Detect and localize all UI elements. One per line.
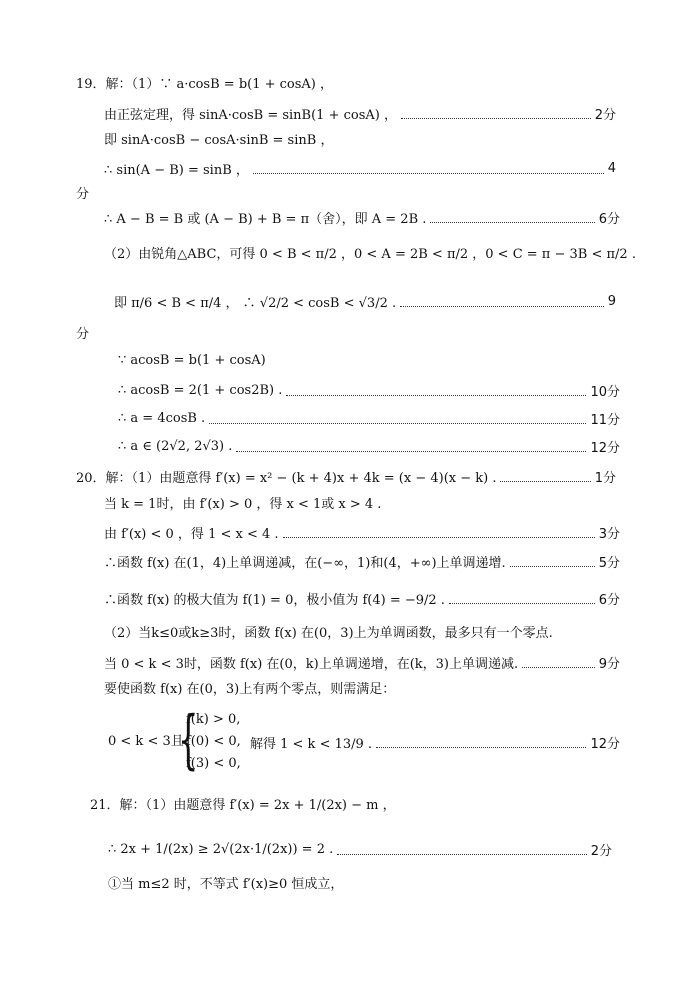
q20-line-7	[104, 653, 620, 672]
q20-line-4-text: ∴函数 f(x) 在(1，4)上单调递减，在(−∞，1)和(4，+∞)上单调递增.	[104, 556, 506, 571]
q19-line-2-text: 由正弦定理，得 sinA·cosB = sinB(1 + cosA) ，	[104, 108, 397, 123]
q20-line-5	[104, 589, 620, 608]
q21-line-2	[108, 840, 612, 859]
q21-line-3: ①当 m≤2 时，不等式 f′(x)≥0 恒成立，	[108, 877, 344, 892]
q20-line-2: 当 k = 1时，由 f′(x) > 0 ，得 x < 1或 x > 4 .	[104, 497, 382, 512]
q20-line-1-text: 20．解：（1）由题意得 f′(x) = x² − (k + 4)x + 4k = (x − 4)(x − k) .	[76, 471, 497, 486]
q21-line-2-score: 2分	[590, 844, 612, 859]
q19-line-4	[104, 159, 616, 178]
system-eq-1: f(k) > 0,	[186, 712, 241, 727]
q20-line-8: 要使函数 f(x) 在(0，3)上有两个零点，则需满足：	[104, 682, 396, 697]
dotted-leader	[286, 386, 586, 396]
q20-line-9	[250, 733, 620, 752]
q20-line-5-text: ∴函数 f(x) 的极大值为 f(1) = 0，极小值为 f(4) = −9/2 .	[104, 593, 445, 608]
q20-line-9-text: 解得 1 < k < 13/9 .	[250, 737, 373, 752]
dotted-leader	[430, 213, 594, 223]
dotted-leader	[449, 594, 595, 604]
q20-line-1	[76, 467, 616, 486]
dotted-leader	[209, 414, 586, 424]
dotted-leader	[253, 164, 604, 174]
q19-line-9	[118, 381, 620, 400]
q19-line-11-text: ∴ a ∈ (2√2, 2√3) .	[118, 439, 233, 454]
q20-line-3-text: 由 f′(x) < 0 ，得 1 < x < 4 .	[104, 527, 279, 542]
q19-line-5-text: ∴ A − B = B 或 (A − B) + B = π（舍），即 A = 2B .	[104, 212, 427, 227]
q19-line-11-score: 12分	[590, 441, 620, 456]
q21-line-1: 21．解：（1）由题意得 f′(x) = 2x + 1/(2x) − m ，	[90, 798, 396, 813]
q19-line-10	[118, 409, 620, 428]
dotted-leader	[401, 109, 591, 119]
q19-line-9-text: ∴ acosB = 2(1 + cos2B) .	[118, 383, 283, 398]
q19-line-7	[114, 292, 616, 311]
q20-line-1-score: 1分	[594, 471, 616, 486]
dotted-leader	[510, 557, 595, 567]
q20-line-9-score: 12分	[590, 737, 620, 752]
q19-line-5-score: 6分	[598, 212, 620, 227]
q19-line-4-wrap: 分	[76, 187, 90, 202]
q20-line-7-text: 当 0 < k < 3时，函数 f(x) 在(0，k)上单调递增，在(k，3)上单调递减.	[104, 657, 519, 672]
q19-line-10-text: ∴ a = 4cosB .	[118, 411, 206, 426]
q21-line-2-text: ∴ 2x + 1/(2x) ≥ 2√(2x·1/(2x)) = 2 .	[108, 842, 334, 857]
system-eq-2: f(0) < 0,	[186, 734, 241, 749]
q20-line-4-score: 5分	[598, 556, 620, 571]
q19-line-2	[104, 104, 616, 123]
dotted-leader	[236, 442, 586, 452]
q19-line-4-text: ∴ sin(A − B) = sinB ，	[104, 163, 249, 178]
q20-line-6: （2）当k≤0或k≥3时，函数 f(x) 在(0，3)上为单调函数，最多只有一个零点.	[104, 626, 553, 641]
q19-line-3: 即 sinA·cosB − cosA·sinB = sinB ，	[104, 133, 334, 148]
q19-line-7-score: 9	[607, 294, 616, 309]
q19-line-11	[118, 437, 620, 456]
q19-line-6: （2）由锐角△ABC，可得 0 < B < π/2 ，0 < A = 2B < π/2 ，0 < C = π − 3B < π/2 .	[104, 247, 636, 262]
q19-line-1: 19．解：（1）∵ a·cosB = b(1 + cosA) ，	[76, 77, 334, 92]
q19-line-2-score: 2分	[594, 108, 616, 123]
dotted-leader	[400, 297, 604, 307]
left-brace: {	[178, 703, 199, 777]
q20-line-7-score: 9分	[598, 657, 620, 672]
q19-line-4-score: 4	[607, 161, 616, 176]
q19-line-9-score: 10分	[590, 385, 620, 400]
dotted-leader	[500, 472, 590, 482]
q20-line-4	[104, 552, 620, 571]
q20-line-5-score: 6分	[598, 593, 620, 608]
dotted-leader	[522, 658, 595, 668]
q20-condition: 0 < k < 3且	[108, 734, 184, 749]
system-eq-3: f(3) < 0,	[186, 756, 241, 771]
q20-line-3	[104, 523, 620, 542]
q20-line-3-score: 3分	[598, 527, 620, 542]
q19-line-8: ∵ acosB = b(1 + cosA)	[118, 353, 266, 368]
q19-line-7-text: 即 π/6 < B < π/4 ， ∴ √2/2 < cosB < √3/2 .	[114, 296, 397, 311]
q19-line-7-wrap: 分	[76, 327, 90, 342]
dotted-leader	[337, 845, 586, 855]
q19-line-5	[104, 208, 620, 227]
dotted-leader	[376, 738, 586, 748]
q19-line-10-score: 11分	[590, 413, 620, 428]
dotted-leader	[283, 528, 595, 538]
